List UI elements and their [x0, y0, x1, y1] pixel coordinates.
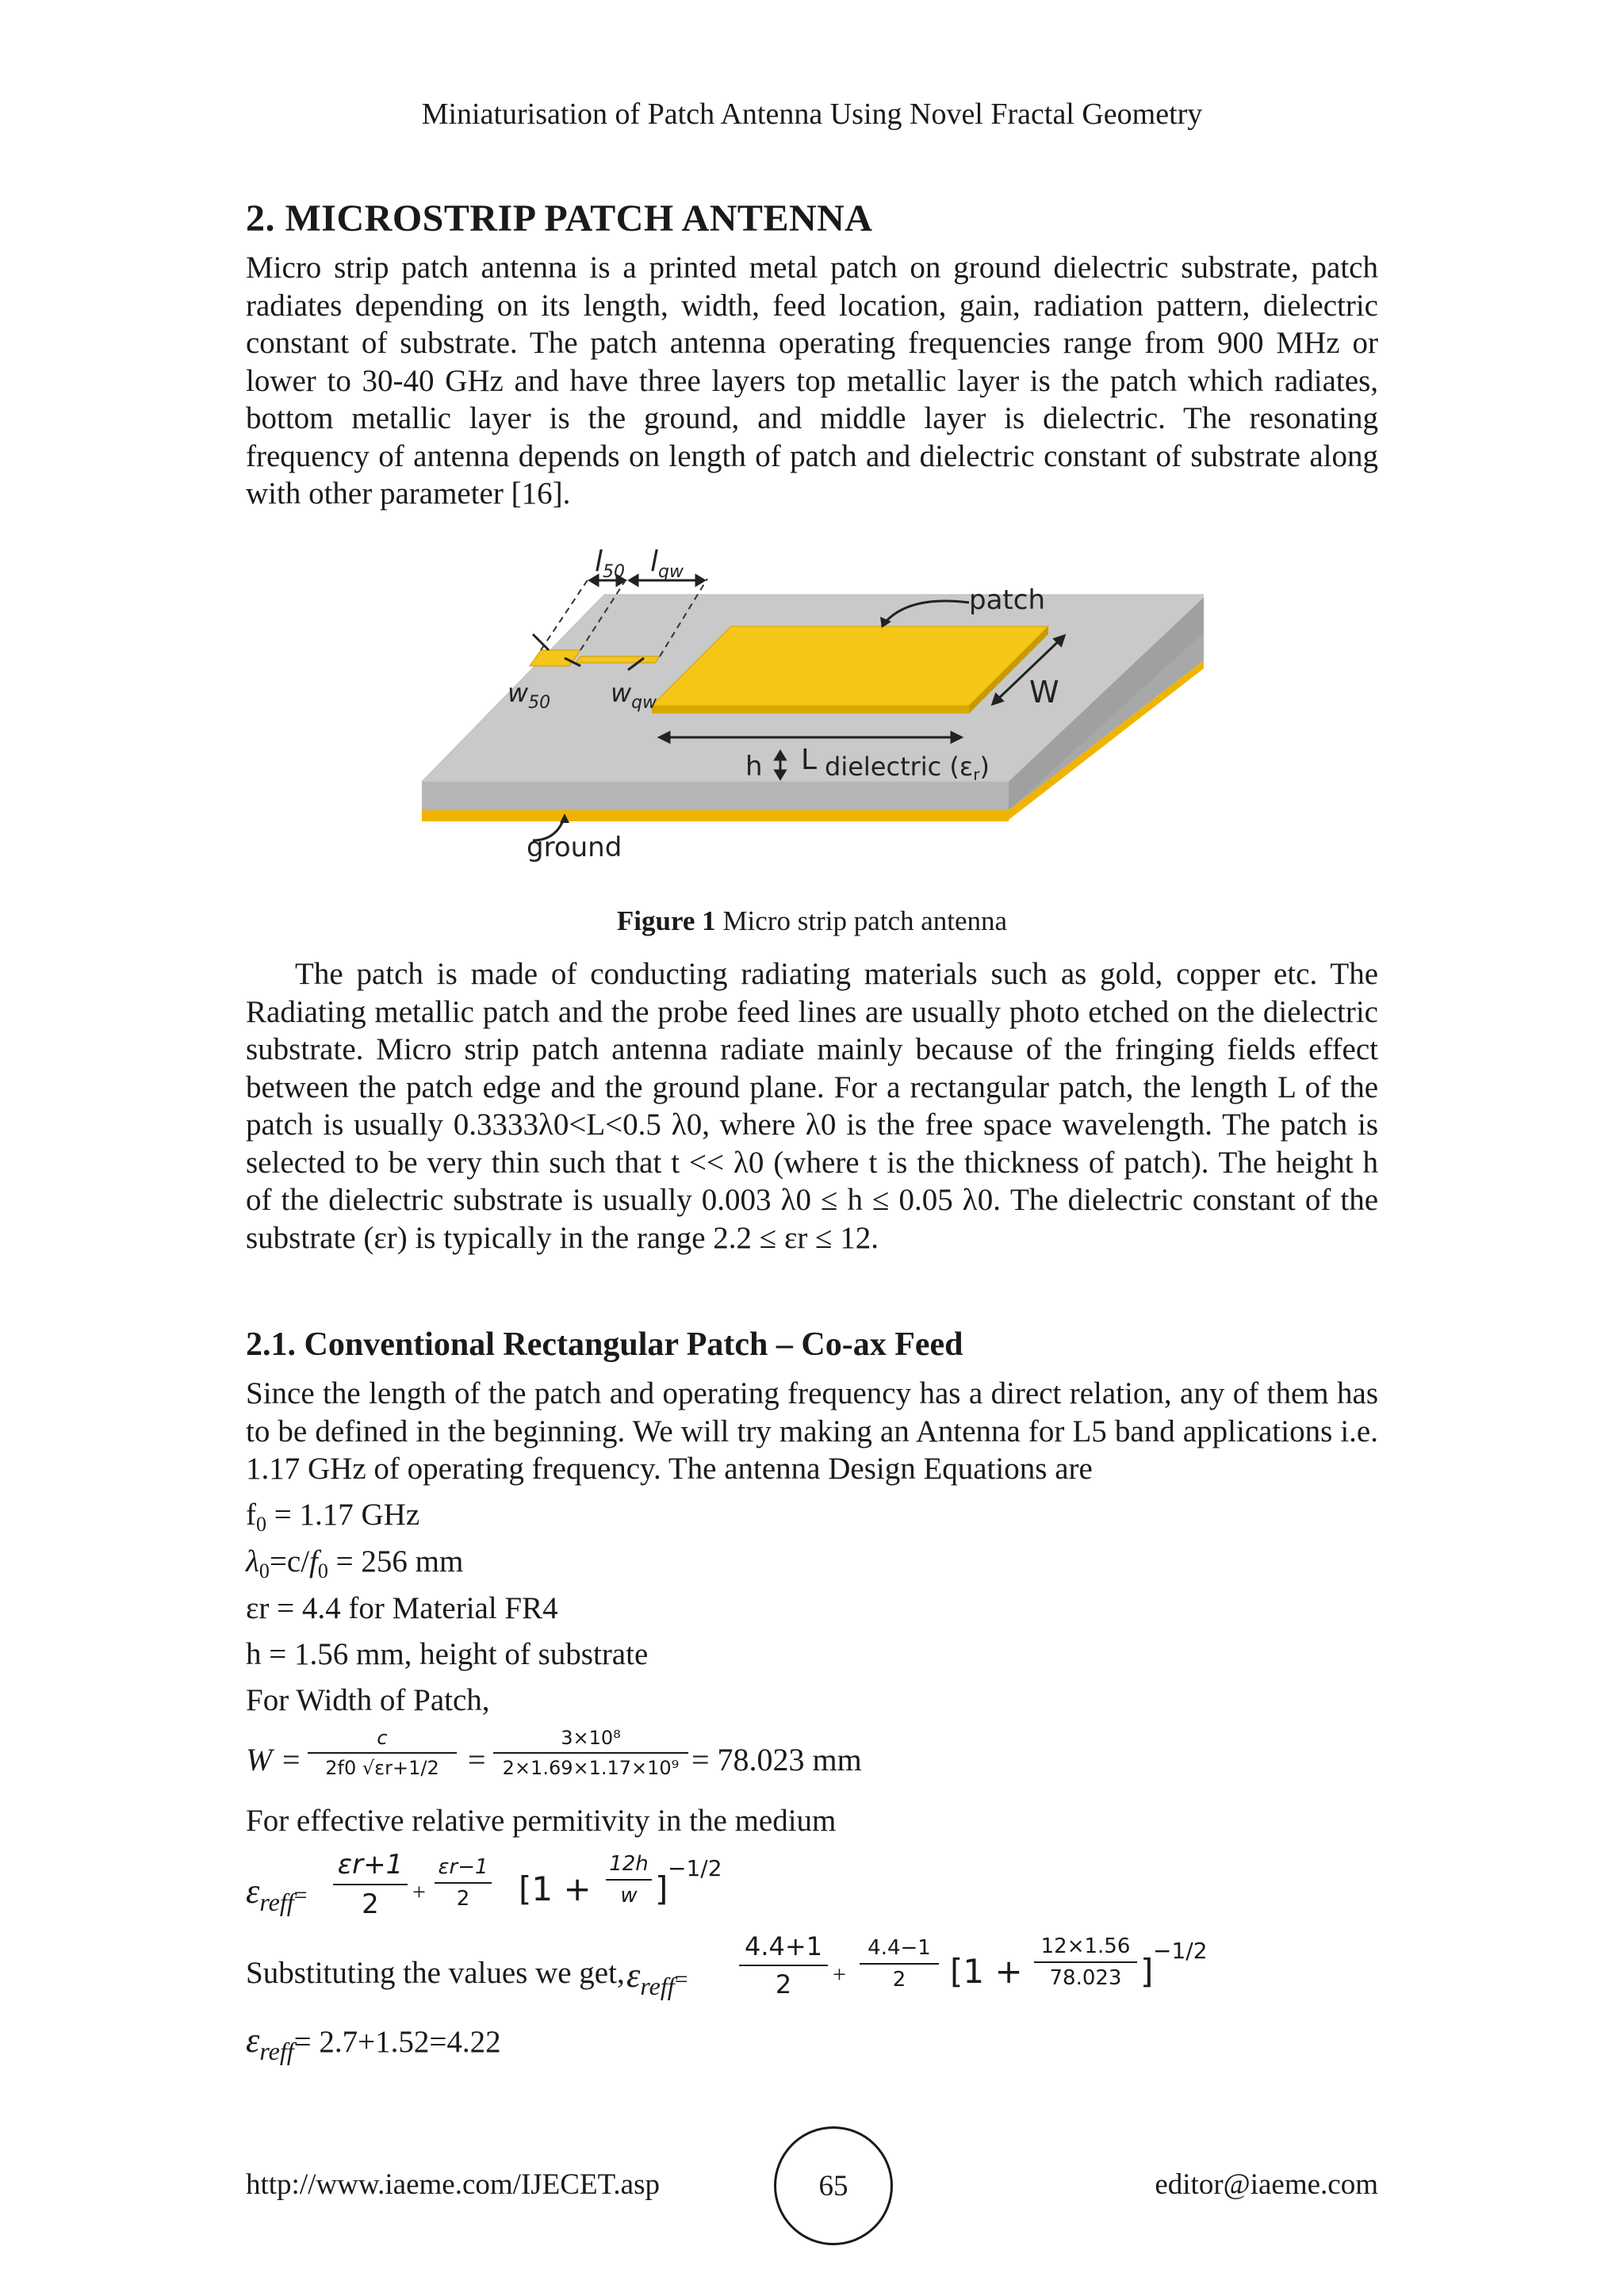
eq-eps-plus: + — [412, 1879, 426, 1905]
label-W: W — [1029, 675, 1059, 710]
eq-er: εr = 4.4 for Material FR4 — [246, 1591, 558, 1625]
feed-line-qw — [576, 656, 660, 663]
eq-subst-frac2: 4.4−1 2 — [860, 1936, 939, 1992]
figure-caption — [0, 905, 1624, 937]
eq-W-eq2: = — [468, 1742, 486, 1777]
eq-W-lhs: W = — [246, 1742, 302, 1777]
label-L: L — [801, 744, 818, 776]
section-title: 2. MICROSTRIP PATCH ANTENNA — [246, 197, 873, 239]
paragraph-3: Since the length of the patch and operating frequency has a direct relation, any of them has to be defined in the beginning. We will try making an Antenna for L5 band applications i.e. 1.17 GHz of operating frequency. The antenna Design Equations are — [246, 1376, 1378, 1486]
caption-label: Figure 1 — [616, 905, 716, 936]
eq-eps-lhs: $\varepsilon_{reff}=$ — [246, 1872, 308, 1916]
label-lqw: $l_{qw}$ — [650, 545, 684, 582]
patch-side — [652, 706, 969, 714]
eq-eps-bracket: [1 + — [519, 1869, 592, 1908]
paragraph-2: The patch is made of conducting radiating materials such as gold, copper etc. The Radiating metallic patch and the probe feed lines are usually photo etched on the dielectric substrate. Micro strip patch antenna radiate mainly because of the fringing fields effect between the patch edge and the ground plane. For a rectangular patch, the length L of the patch is usually 0.3333λ0<L<0.5 λ0, where λ0 is the free space wavelength. The patch is selected to be very thin such that t << λ0 (where t is the thickness of patch). The height h of the dielectric substrate is usually 0.003 λ0 ≤ h ≤ 0.05 λ0. The dielectric constant of the substrate (εr) is typically in the range 2.2 ≤ εr ≤ 12. — [246, 957, 1378, 1255]
eq-lambda: $\lambda_0=c/f_0 = 256$ mm — [246, 1544, 464, 1582]
eq-subst-frac3: 12×1.56 78.023 — [1034, 1934, 1137, 1990]
label-w50: $w_{50}$ — [508, 678, 551, 713]
paragraph-1: Micro strip patch antenna is a printed metal patch on ground dielectric substrate, patch radiates depending on its length, width, feed location, gain, radiation pattern, dielectric constant of substrate. The patch antenna operating frequencies range from 900 MHz or lower to 30-40 GHz and have three layers top metallic layer is the patch which radiates, bottom metallic layer is the ground, and middle layer is dielectric. The resonating frequency of antenna depends on length of patch and dielectric constant of substrate along with other parameter [16]. — [246, 251, 1378, 511]
eq-eps-frac1: εr+1 2 — [333, 1849, 408, 1920]
label-dielectric: dielectric (εr) — [825, 752, 990, 784]
eq-subst-bracket: [1 + — [950, 1952, 1023, 1991]
eq-subst-frac1: 4.4+1 2 — [739, 1931, 828, 1999]
label-h: h — [745, 751, 763, 783]
eq-subst-bracket-close: ] — [1140, 1952, 1154, 1991]
eq-h: h = 1.56 mm, height of substrate — [246, 1637, 649, 1671]
microstrip-patch-figure — [422, 539, 1204, 872]
eq-f0: $f_0 = 1.17$ GHz — [246, 1498, 420, 1536]
eq-subst-plus: + — [833, 1961, 846, 1988]
eq-W-frac1: c 2f0 √εr+1/2 — [308, 1727, 457, 1779]
eq-subst-power: −1/2 — [1153, 1938, 1208, 1964]
label-wqw: $w_{qw}$ — [611, 678, 657, 713]
page-number: 65 — [774, 2126, 893, 2245]
subsection-title: 2.1. Conventional Rectangular Patch – Co-ax Feed — [246, 1326, 963, 1363]
label-ground: ground — [527, 832, 622, 863]
label-l50: $l_{50}$ — [595, 545, 626, 582]
eq-subst-lhs: $\varepsilon_{reff}=$ — [626, 1956, 688, 2000]
footer-url[interactable]: http://www.iaeme.com/IJECET.asp — [246, 2168, 660, 2201]
label-patch: patch — [969, 584, 1045, 616]
eq-W-frac2: 3×10⁸ 2×1.69×1.17×10⁹ — [493, 1727, 688, 1779]
eq-eps-frac3: 12h w — [606, 1852, 652, 1908]
eq-eps-power: −1/2 — [668, 1855, 722, 1881]
eq-eff-intro: For effective relative permitivity in the medium — [246, 1804, 837, 1838]
eq-subst-intro: Substituting the values we get, — [246, 1956, 625, 1990]
eq-eps-bracket-close: ] — [655, 1869, 668, 1908]
caption-text: Micro strip patch antenna — [715, 905, 1008, 936]
eq-W-result: = 78.023 mm — [691, 1742, 862, 1777]
eq-eps-frac2: εr−1 2 — [435, 1855, 492, 1911]
eq-width-intro: For Width of Patch, — [246, 1683, 490, 1717]
eq-final: $\varepsilon_{reff}= 2.7+1.52=4.22$ — [246, 2021, 501, 2065]
footer-email[interactable]: editor@iaeme.com — [1155, 2168, 1378, 2201]
dielectric-front — [422, 782, 1009, 810]
running-header: Miniaturisation of Patch Antenna Using Novel Fractal Geometry — [421, 98, 1203, 131]
